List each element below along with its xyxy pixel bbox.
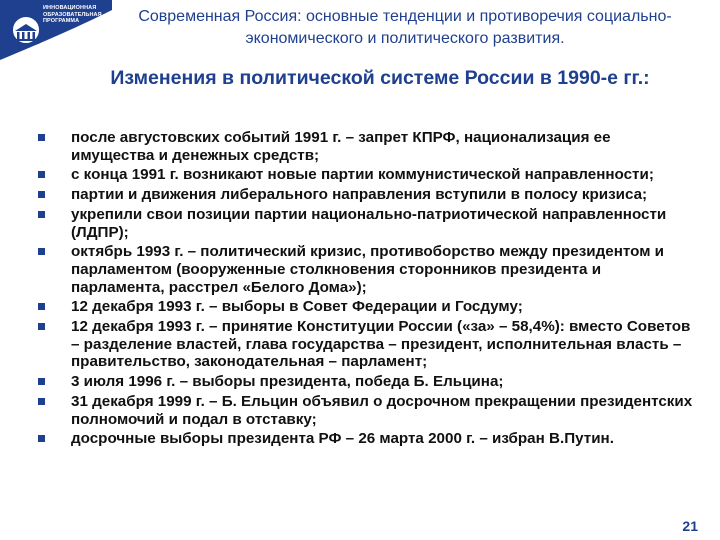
list-item-text: с конца 1991 г. возникают новые партии коммунистической направленности; — [71, 166, 654, 184]
list-item-text: партии и движения либерального направления вступили в полосу кризиса; — [71, 186, 648, 204]
list-item — [38, 186, 698, 204]
list-item-text: 3 июля 1996 г. – выборы президента, победа Б. Ельцина; — [71, 373, 504, 391]
square-bullet-icon — [38, 435, 45, 442]
list-item — [38, 430, 698, 448]
list-item — [38, 318, 698, 371]
logo — [0, 0, 112, 60]
list-item-text: 12 декабря 1993 г. – выборы в Совет Федерации и Госдуму; — [71, 298, 523, 316]
logo-text-line: ИННОВАЦИОННАЯ — [43, 5, 97, 11]
square-bullet-icon — [38, 191, 45, 198]
logo-text — [43, 5, 111, 25]
list-item-text: 31 декабря 1999 г. – Б. Ельцин объявил о досрочном прекращении президентских полномочий и подал в отставку; — [71, 392, 693, 428]
logo-text-line: ОБРАЗОВАТЕЛЬНАЯ — [43, 11, 102, 18]
square-bullet-icon — [38, 134, 45, 141]
section-title: Изменения в политической системе России в 1990-е гг.: — [110, 67, 650, 89]
square-bullet-icon — [38, 378, 45, 385]
list-item-text: 12 декабря 1993 г. – принятие Конституции России («за» – 58,4%): вместо Советов – разделение властей, глава государства – президент, исполнительная власть – правительство, законодательная – парламент; — [71, 318, 691, 371]
list-item-text: после августовских событий 1991 г. – запрет КПРФ, национализация ее имущества и денежных средств; — [71, 129, 611, 164]
square-bullet-icon — [38, 323, 45, 330]
list-item — [38, 393, 698, 428]
square-bullet-icon — [38, 211, 45, 218]
square-bullet-icon — [38, 171, 45, 178]
square-bullet-icon — [38, 398, 45, 405]
list-item-text: досрочные выборы президента РФ – 26 марта 2000 г. – избран В.Путин. — [71, 430, 614, 448]
list-item — [38, 206, 698, 241]
logo-text-line: ПРОГРАММА — [43, 18, 80, 24]
square-bullet-icon — [38, 248, 45, 255]
list-item — [38, 298, 698, 316]
list-item-text: октябрь 1993 г. – политический кризис, противоборство между президентом и парламентом (вооруженные столкновения сторонников президента и парламента, расстрел «Белого Дома»); — [71, 243, 665, 296]
list-item — [38, 129, 698, 164]
list-item — [38, 243, 698, 296]
square-bullet-icon — [38, 303, 45, 310]
list-item-text: укрепили свои позиции партии национально-патриотической направленности (ЛДПР); — [71, 205, 667, 241]
page-number: 21 — [682, 518, 698, 534]
header-title: Современная Россия: основные тенденции и противоречия социально-экономического и политического развития. — [138, 8, 672, 47]
bullet-list — [38, 129, 698, 448]
list-item — [38, 166, 698, 184]
list-item — [38, 373, 698, 391]
